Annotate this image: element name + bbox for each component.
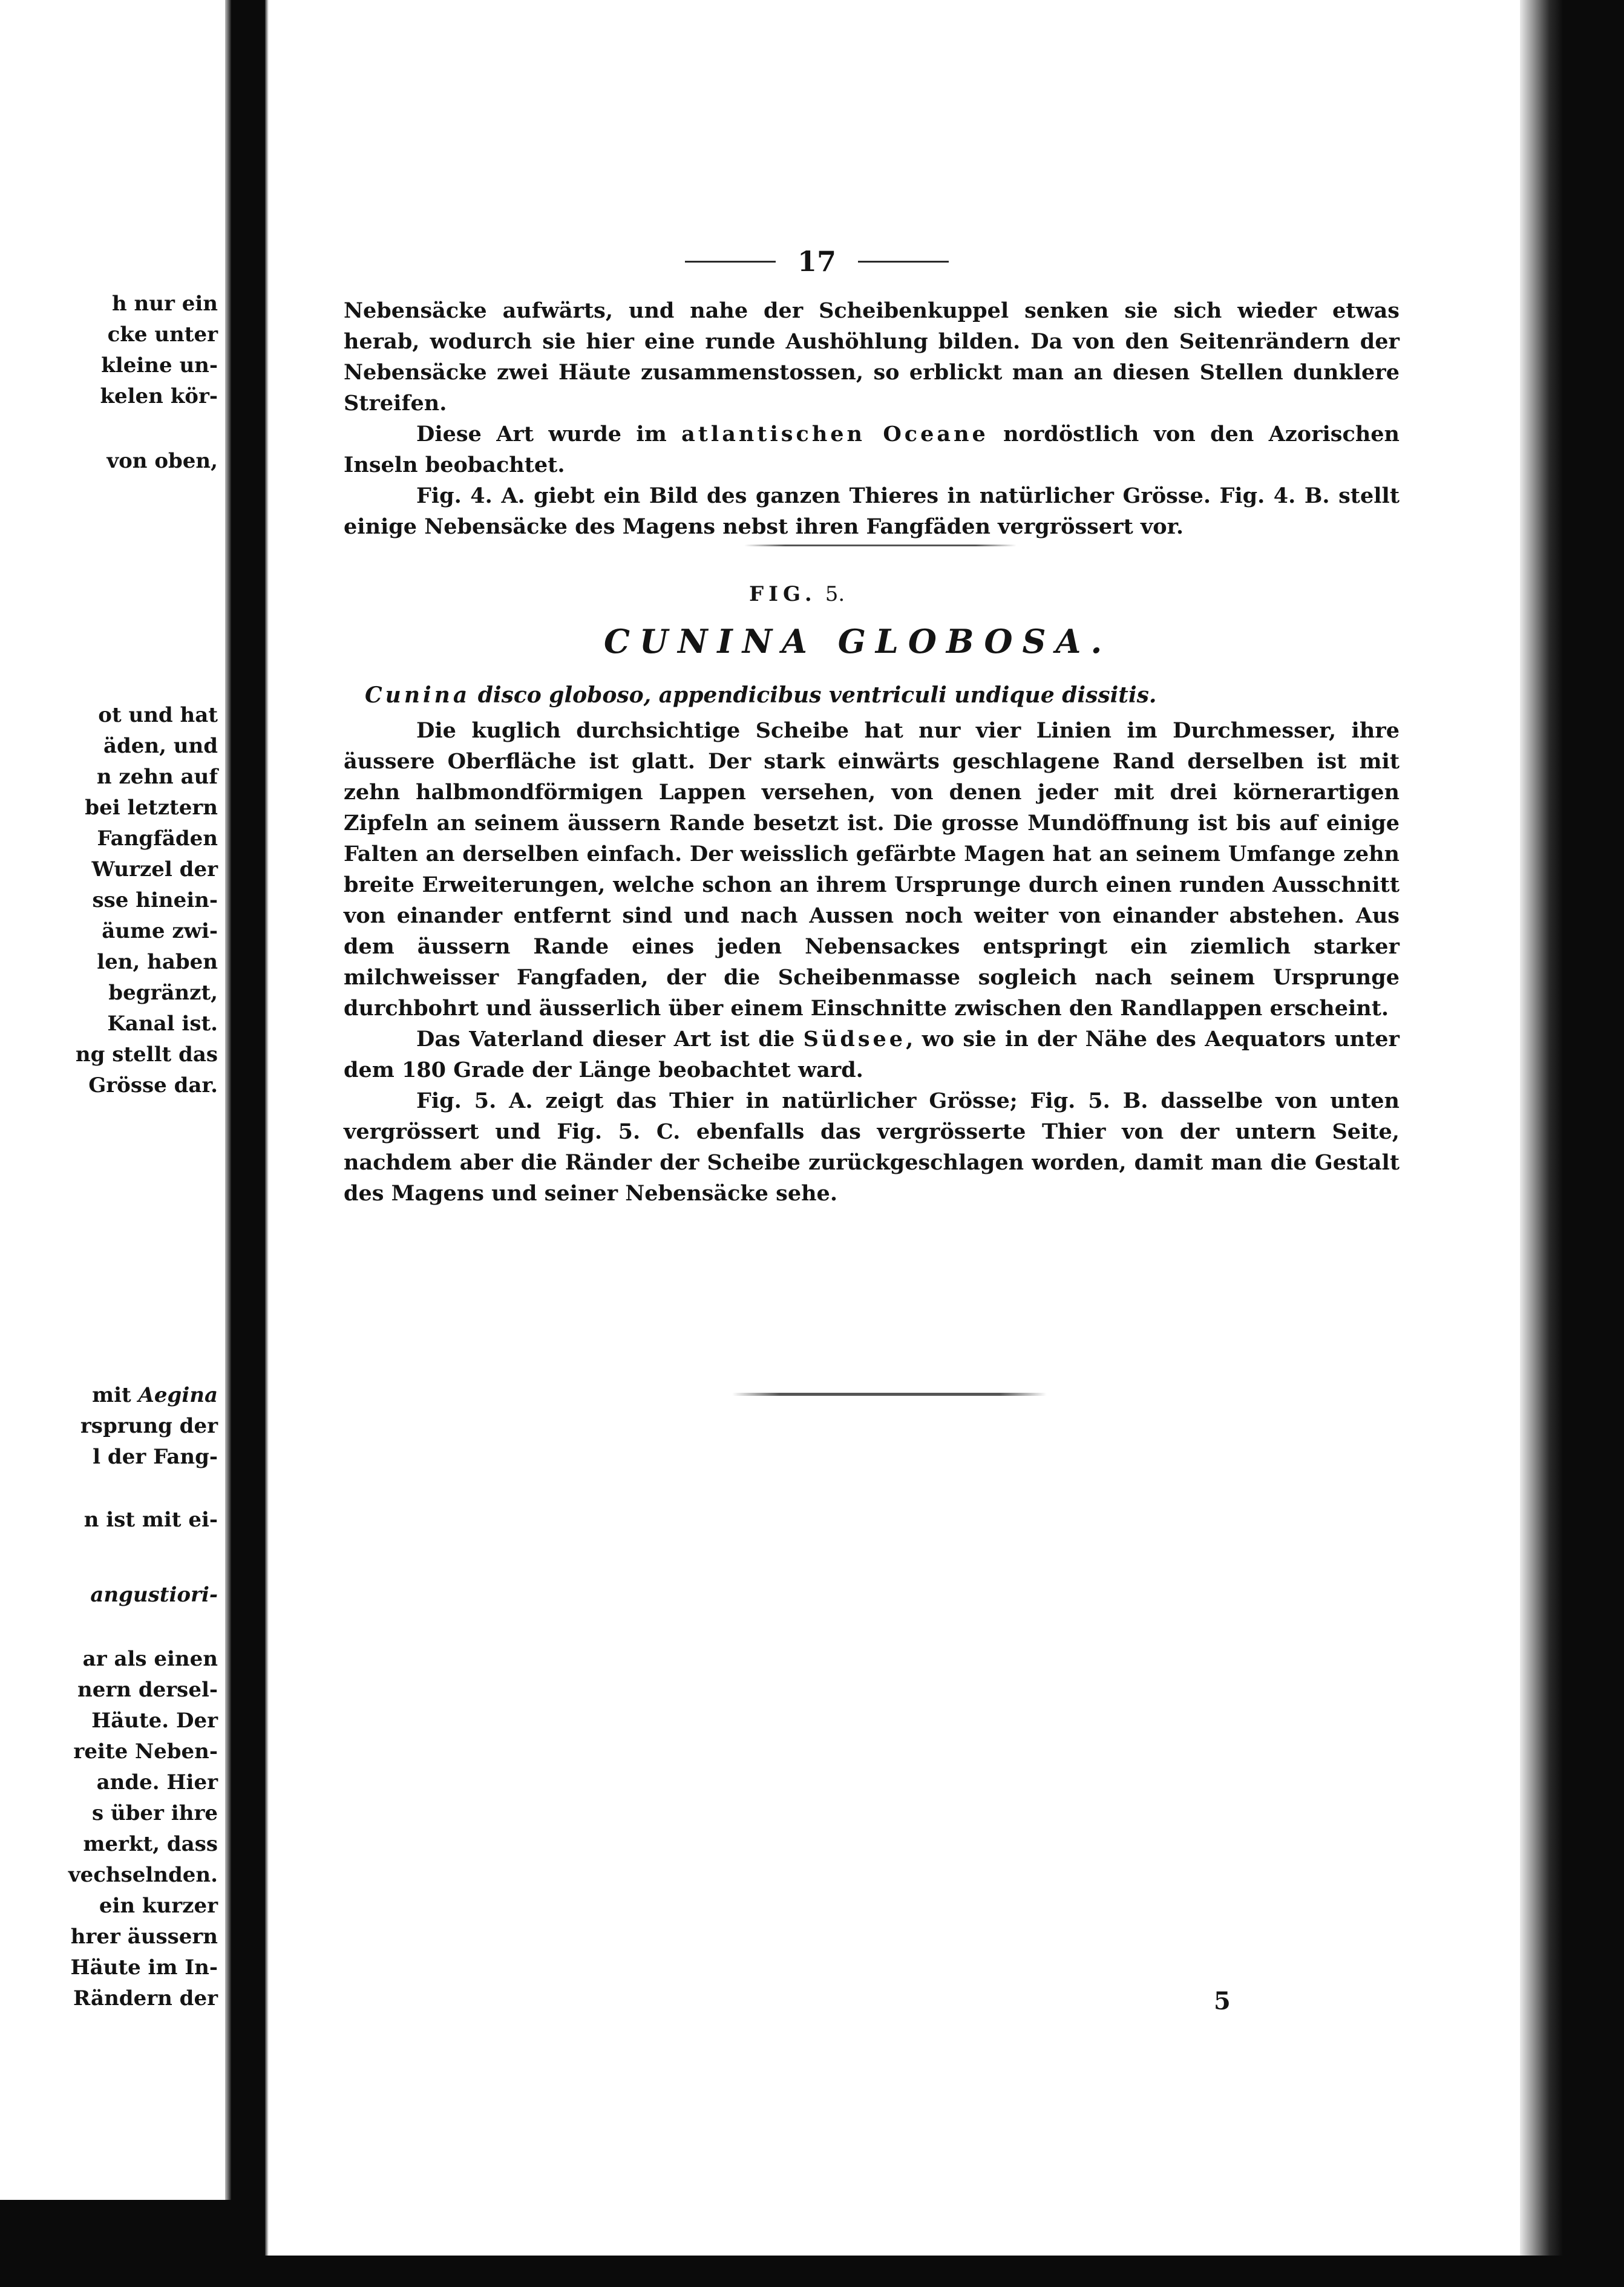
left-line: hrer äussern (70, 1925, 218, 1949)
fig5-habitat-text-before: Das Vaterland dieser Art ist die (416, 1027, 804, 1052)
left-line: ng stellt das (75, 1042, 218, 1067)
left-line: äden, und (103, 734, 218, 758)
page-left-edge (265, 0, 269, 2256)
fig5-diagnosis (365, 682, 1393, 708)
fig4-paragraph-figure-notes: Fig. 4. A. giebt ein Bild des ganzen Thieres in natürlicher Grösse. Fig. 4. B. stellt einige Nebensäcke des Magens nebst ihren Fangfäden vergrössert vor. (344, 483, 1400, 539)
signature-mark: 5 (1214, 1987, 1231, 2015)
fig5-diagnosis-text: disco globoso, appendicibus ventriculi undique dissitis. (470, 682, 1157, 708)
fig5-paragraph-figure-notes: Fig. 5. A. zeigt das Thier in natürlicher Grösse; Fig. 5. B. dasselbe von unten vergrössert und Fig. 5. C. ebenfalls das vergrösserte Thier von der untern Seite, nachdem aber die Ränder der Scheibe zurückgeschlagen worden, damit man die Gestalt des Magens und seiner Nebensäcke sehe. (344, 1088, 1400, 1206)
left-line: bei letztern (85, 796, 218, 820)
fig5-diagnosis-genus: Cunina (365, 682, 471, 708)
left-line: ein kurzer (99, 1894, 218, 1918)
left-line: Grösse dar. (88, 1073, 218, 1098)
left-line: Häute im In- (70, 1955, 218, 1980)
end-ornament-rule (732, 1393, 1047, 1396)
fig5-species-name: CUNINA GLOBOSA. (604, 622, 1112, 661)
left-line: ande. Hier (96, 1770, 218, 1795)
left-line: n ist mit ei- (83, 1508, 218, 1532)
fig5-habitat-location: Südsee (803, 1027, 906, 1052)
fig4-habitat-location: atlantischen Oceane (681, 422, 989, 447)
left-text-group-f (0, 1580, 218, 1611)
left-line: kleine un- (101, 353, 218, 378)
page-number: 17 (797, 245, 836, 278)
left-text-group-c (0, 700, 218, 1101)
left-line: l der Fang- (93, 1445, 218, 1469)
left-line: nern dersel- (77, 1678, 218, 1702)
left-line: von oben, (106, 449, 218, 473)
left-line (0, 1380, 218, 1411)
section-separator (744, 545, 1017, 546)
left-page-fragment (0, 0, 231, 2200)
fig4-continuation (344, 295, 1400, 542)
page-header (605, 237, 1029, 286)
left-line: s über ihre (91, 1801, 218, 1825)
fig5-label: FIG. (749, 582, 817, 606)
left-line-italic: angustiori- (90, 1583, 218, 1607)
fig5-habitat-text-after: , wo sie in der Nähe des Aequators unter dem 180 Grade der Länge beobachtet ward. (344, 1027, 1400, 1082)
fig5-paragraph-description: Die kuglich durchsichtige Scheibe hat nur vier Linien im Durchmesser, ihre äussere Oberfläche ist glatt. Der stark einwärts geschlagene Rand derselben ist mit zehn halbmondförmigen Lappen versehen, von denen jeder mit drei körnerartigen Zipfeln an seinem äussern Rande besetzt ist. Die grosse Mundöffnung ist bis auf einige Falten an derselben einfach. Der weisslich gefärbte Magen hat an seinem Umfange zehn breite Erweiterungen, welche schon an ihrem Ursprunge durch einen runden Ausschnitt von einander entfernt sind und nach Aussen noch weiter von einander abstehen. Aus dem äussern Rande eines jeden Nebensackes entspringt ein ziemlich starker milchweisser Fangfaden, der die Scheibenmasse sogleich nach seinem Ursprunge durchbohrt und äusserlich über einem Einschnitte zwischen den Randlappen erscheint. (344, 718, 1400, 1021)
fig5-heading (749, 582, 991, 606)
left-line: reite Neben- (73, 1739, 218, 1764)
header-rule-right (858, 261, 949, 263)
left-line: ar als einen (82, 1647, 218, 1671)
left-line: cke unter (107, 322, 218, 347)
left-line: Häute. Der (91, 1709, 218, 1733)
fig4-paragraph-description: Nebensäcke aufwärts, und nahe der Scheibenkuppel senken sie sich wieder etwas herab, wodurch sie hier eine runde Aushöhlung bilden. Da von den Seitenrändern der Nebensäcke zwei Häute zusammenstossen, so erblickt man an diesen Stellen dunklere Streifen. (344, 298, 1400, 416)
left-line: ot und hat (98, 703, 218, 727)
left-line: n zehn auf (96, 765, 218, 789)
left-line: kelen kör- (100, 384, 218, 408)
left-line: len, haben (97, 950, 218, 974)
fig5-body (344, 715, 1400, 1209)
left-line: rsprung der (80, 1414, 218, 1438)
left-line-italic-genus: Aegina (138, 1383, 218, 1407)
left-line: h nur ein (111, 292, 218, 316)
fig4-paragraph-habitat (344, 419, 1400, 480)
left-line: merkt, dass (83, 1832, 218, 1856)
left-text-group-d (0, 1380, 218, 1473)
left-text-group-g (0, 1644, 218, 2014)
fig5-paragraph-habitat (344, 1024, 1400, 1085)
left-line-text: mit (92, 1383, 139, 1407)
left-line: sse hinein- (92, 888, 218, 912)
header-rule-left (685, 261, 776, 263)
main-page (265, 0, 1562, 2256)
page-right-edge-shadow (1520, 0, 1562, 2256)
fig5-number: 5. (825, 582, 845, 606)
left-line: Wurzel der (91, 857, 218, 882)
left-line: vechselnden. (68, 1863, 218, 1887)
fig4-habitat-text-before: Diese Art wurde im (416, 422, 682, 447)
left-line: Fangfäden (97, 826, 218, 851)
left-line: äume zwi- (102, 919, 218, 943)
left-line: begränzt, (108, 981, 218, 1005)
left-text-group-e (0, 1505, 218, 1536)
left-text-group-a (0, 289, 218, 412)
left-line: Rändern der (73, 1986, 218, 2011)
left-page-gutter-shadow (225, 0, 231, 2200)
fig4-habitat-text-after: nordöstlich von den Azorischen Inseln beobachtet. (344, 422, 1400, 477)
left-line: Kanal ist. (107, 1012, 218, 1036)
left-text-group-b (0, 446, 218, 477)
